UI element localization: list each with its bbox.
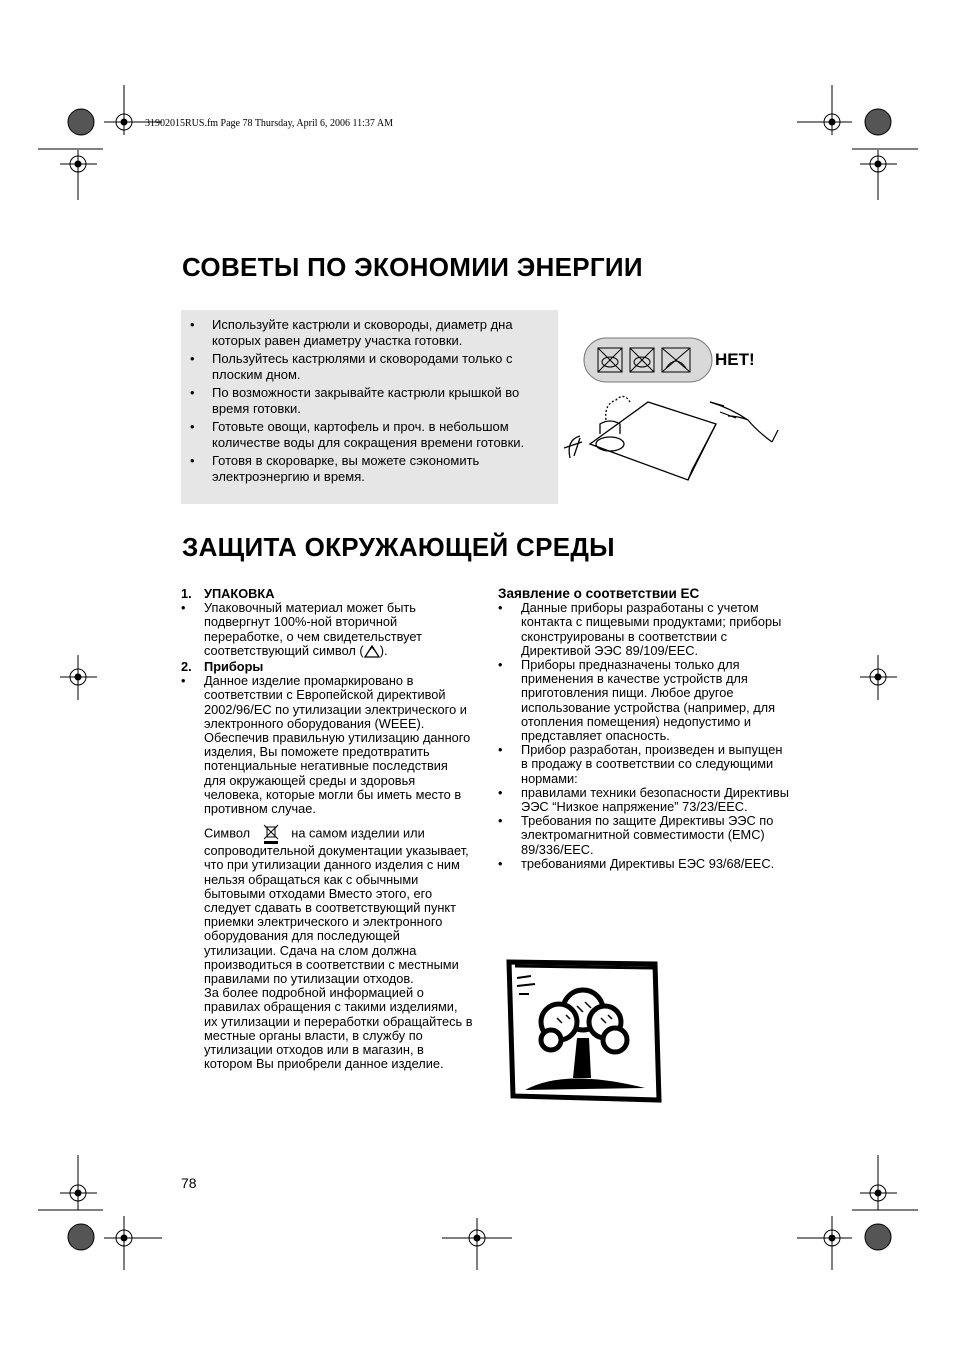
tree-logo bbox=[505, 958, 663, 1104]
list-item: • По возможности закрывайте кастрюли крышкой во время готовки. bbox=[190, 385, 552, 416]
list-item: • Данное изделие промаркировано в соответствии с Европейской директивой 2002/96/ЕС по утилизации электрического и электронного оборудования (WEEE). Обеспечив правильную утилизацию данного изделия, Вы поможете предотвратить потенциальные негативные последствия для окружающей среды и здоровья человека, которые могли бы иметь место в противном случае. bbox=[181, 674, 473, 816]
packaging-list bbox=[181, 601, 473, 658]
appliances-list bbox=[181, 674, 473, 816]
cooktop-icon bbox=[564, 396, 716, 480]
file-header: 31902015RUS.fm Page 78 Thursday, April 6, 2006 11:37 AM bbox=[145, 118, 393, 129]
list-item: • Используйте кастрюли и сковороды, диаметр дна которых равен диаметру участка готовки. bbox=[190, 317, 552, 348]
registration-mark-mid-left bbox=[60, 655, 97, 700]
registration-mark-mid-right bbox=[860, 655, 897, 700]
environment-right-column bbox=[498, 587, 790, 871]
recycling-icon bbox=[364, 645, 380, 658]
cooktop-illustration bbox=[560, 332, 780, 492]
registration-mark-bottom-center bbox=[442, 1218, 512, 1270]
pointing-hand-icon bbox=[710, 402, 778, 442]
page-number: 78 bbox=[181, 1175, 197, 1191]
environment-left-column bbox=[181, 587, 473, 1072]
registration-mark-top-left bbox=[38, 85, 162, 200]
no-label: НЕТ! bbox=[715, 350, 755, 369]
weee-paragraph: Символ на самом изделии или сопроводительной документации указывает, что при утилизации данного изделия с ним нельзя обращаться как с обычными бытовыми отходами Вместо этого, его следует сдавать в соответствующий пункт приемки электрического и электронного оборудования для последующей утилизации. Сдача на слом должна производиться в соответствии с местными правилами по утилизации отходов. bbox=[204, 825, 469, 987]
list-item: • Готовя в скороварке, вы можете сэкономить электроэнергию и время. bbox=[190, 453, 552, 484]
list-item: • требованиями Директивы ЕЭС 93/68/EEC. bbox=[498, 857, 790, 871]
list-item: • Данные приборы разработаны с учетом контакта с пищевыми продуктами; приборы сконструированы в соответствии с Директивой ЭЭС 89/109/EEC. bbox=[498, 601, 790, 658]
list-item: • Пользуйтесь кастрюлями и сковородами только с плоским дном. bbox=[190, 351, 552, 382]
list-item: • правилами техники безопасности Директивы ЭЭС “Низкое напряжение” 73/23/EEC. bbox=[498, 786, 790, 814]
energy-title: СОВЕТЫ ПО ЭКОНОМИИ ЭНЕРГИИ bbox=[182, 252, 643, 282]
registration-mark-top-right bbox=[797, 85, 918, 200]
crossed-bin-icon bbox=[262, 824, 280, 844]
appliances-heading: 2. Приборы bbox=[181, 659, 264, 675]
registration-mark-bottom-right bbox=[797, 1155, 918, 1270]
list-item: • Требования по защите Директивы ЭЭС по электромагнитной совместимости (EMC) 89/336/EEC. bbox=[498, 814, 790, 857]
ec-heading: Заявление о соответствии ЕС bbox=[498, 586, 700, 601]
packaging-heading: 1. УПАКОВКА bbox=[181, 586, 275, 601]
list-item: • Упаковочный материал может быть подвергнут 100%-ной вторичной переработке, о чем свидетельствует соответствующий символ ( ). bbox=[181, 601, 473, 658]
more-info-paragraph: За более подробной информацией о правилах обращения с такими изделиями, их утилизации и переработки обращайтесь в местные органы власти, в службу по утилизации отходов или в магазин, в котором Вы приобрели данное изделие. bbox=[204, 985, 473, 1072]
list-item: • Приборы предназначены только для применения в качестве устройств для приготовления пищи. Любое другое использование устройства (например, для отопления помещения) недопустимо и представляет опасность. bbox=[498, 658, 790, 743]
ec-list bbox=[498, 601, 790, 871]
list-item: • Прибор разработан, произведен и выпущен в продажу в соответствии со следующими нормами: bbox=[498, 743, 790, 786]
list-item: • Готовьте овощи, картофель и проч. в небольшом количестве воды для сокращения времени готовки. bbox=[190, 419, 552, 450]
energy-tips-list bbox=[190, 317, 552, 487]
environment-title: ЗАЩИТА ОКРУЖАЮЩЕЙ СРЕДЫ bbox=[182, 532, 615, 562]
registration-mark-bottom-left bbox=[38, 1155, 162, 1270]
